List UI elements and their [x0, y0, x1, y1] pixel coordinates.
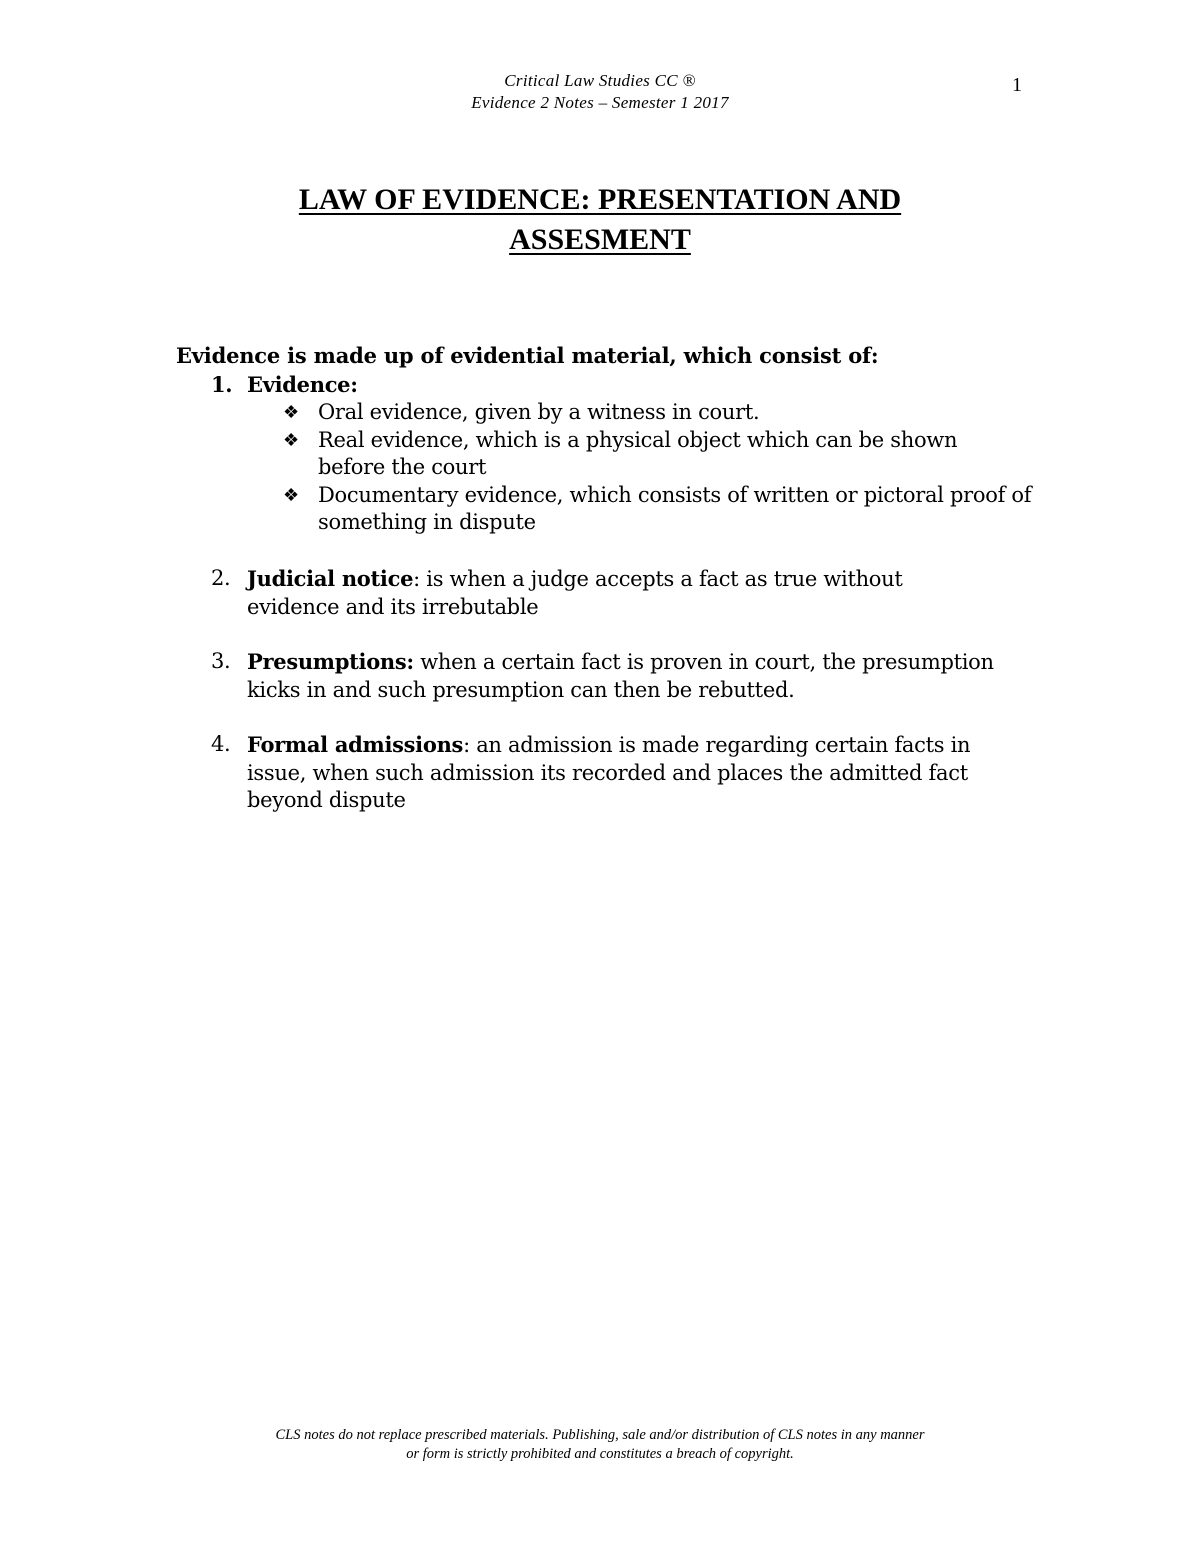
diamond-bullet-icon: ❖	[283, 429, 299, 451]
sub-bullet-text: Real evidence, which is a physical object which can be shown before the court	[318, 427, 958, 479]
sub-bullet-text: Oral evidence, given by a witness in court.	[318, 400, 760, 424]
sub-bullet-oral	[283, 399, 1043, 427]
list-item-formal-admissions	[211, 731, 1041, 815]
header-course: Evidence 2 Notes – Semester 1 2017	[471, 93, 729, 112]
header-company: Critical Law Studies CC ®	[504, 71, 696, 90]
list-item-presumptions	[211, 648, 1041, 704]
item-number: 2.	[211, 566, 231, 590]
diamond-bullet-icon: ❖	[283, 484, 299, 506]
diamond-bullet-icon: ❖	[283, 402, 299, 423]
title-line-1: LAW OF EVIDENCE: PRESENTATION AND	[298, 183, 902, 216]
list-item-judicial-notice	[211, 565, 1041, 621]
document-title	[200, 180, 1000, 260]
sub-bullet-real	[283, 427, 1043, 482]
copyright-footer	[0, 1426, 1200, 1464]
footer-line-1: CLS notes do not replace prescribed materials. Publishing, sale and/or distribution of CLS notes in any manner	[275, 1427, 925, 1443]
footer-line-2: or form is strictly prohibited and constitutes a breach of copyright.	[406, 1446, 794, 1462]
item-text: : is when a judge accepts a fact as true without evidence and its irrebutable	[247, 567, 903, 619]
item-term: Presumptions:	[247, 649, 414, 674]
item-text: : an admission is made regarding certain facts in issue, when such admission its recorded and places the admitted fact beyond dispute	[247, 733, 971, 812]
list-item-evidence	[211, 371, 1041, 400]
item-number: 3.	[211, 649, 231, 673]
sub-bullet-text: Documentary evidence, which consists of written or pictoral proof of something in dispute	[318, 482, 1032, 534]
title-line-2: ASSESMENT	[509, 223, 691, 256]
item-term: Evidence:	[247, 372, 358, 397]
intro-heading: Evidence is made up of evidential material, which consist of:	[176, 343, 879, 368]
item-text: when a certain fact is proven in court, the presumption kicks in and such presumption can then be rebutted.	[247, 650, 994, 702]
item-term: Formal admissions	[247, 732, 464, 757]
item-number: 4.	[211, 732, 231, 756]
sub-bullet-documentary	[283, 482, 1043, 537]
evidence-sub-list	[283, 399, 1043, 537]
item-term: Judicial notice	[247, 566, 414, 591]
page-number: 1	[1012, 74, 1022, 96]
item-number: 1.	[211, 372, 233, 397]
